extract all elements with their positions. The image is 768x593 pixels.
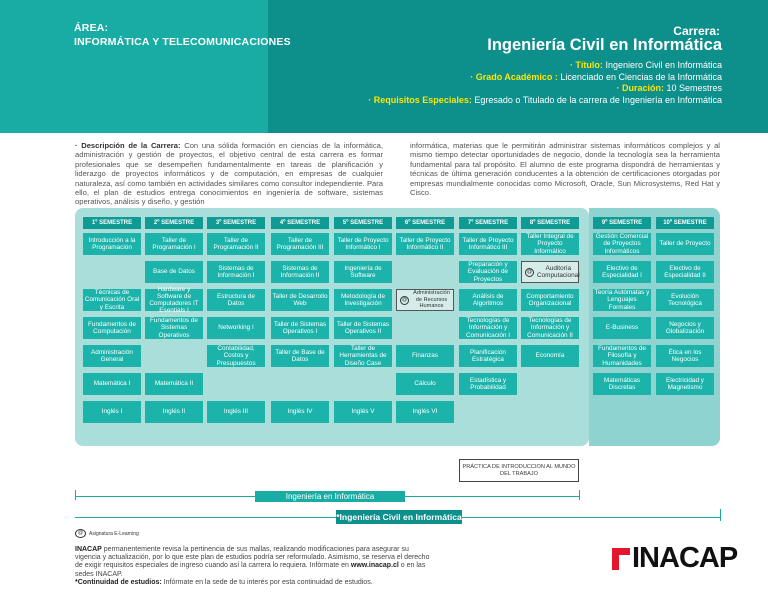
track-main-end-tick <box>720 509 721 521</box>
course-ingles-4: Inglés IV <box>271 401 329 423</box>
course-taller-desarrollo-web: Taller de Desarrollo Web <box>271 289 329 311</box>
semester-header-5: 5º SEMESTRE <box>334 217 392 229</box>
course-taller-programacion-3: Taller de Programación III <box>271 233 329 255</box>
area-panel <box>0 0 268 133</box>
course-finanzas: Finanzas <box>396 345 454 367</box>
course-preparacion-evaluacion-proyectos: Preparación y Evaluación de Proyectos <box>459 261 517 283</box>
course-matematicas-discretas: Matemáticas Discretas <box>593 373 651 395</box>
course-teoria-automatas: Teoría Autómatas y Lenguajes Formales <box>594 289 650 311</box>
semester-header-7: 7º SEMESTRE <box>459 217 517 229</box>
course-administracion-general: Administración General <box>83 345 141 367</box>
course-tic-1: Tecnologías de Información y Comunicación I <box>459 317 517 339</box>
semester-header-9: 9º SEMESTRE <box>593 217 651 229</box>
e-learning-icon: @ <box>75 529 86 538</box>
course-taller-programacion-1: Taller de Programación I <box>145 233 203 255</box>
semester-header-10: 10º SEMESTRE <box>656 217 714 229</box>
course-introduccion-programacion: Introducción a la Programación <box>83 233 141 255</box>
area-kicker: ÁREA: <box>74 22 109 34</box>
course-evolucion-tecnologica: Evolución Tecnológica <box>656 289 714 311</box>
semester-header-6: 6º SEMESTRE <box>396 217 454 229</box>
course-taller-sistemas-operativos-1: Taller de Sistemas Operativos I <box>271 317 329 339</box>
course-negocios-globalizacion: Negocios y Globalización <box>656 317 714 339</box>
detail-requisitos: · Requisitos Especiales: Egresado o Titulado de la carrera de Ingeniería en Informática <box>368 94 722 105</box>
course-ingenieria-software: Ingeniería de Software <box>334 261 392 283</box>
course-administracion-rrhh: @ Administración de Recursos Humanos <box>396 289 454 311</box>
course-tic-2: Tecnologías de Información y Comunicación II <box>521 317 579 339</box>
detail-duracion: · Duración: 10 Semestres <box>616 83 722 94</box>
inacap-logo-text: INACAP <box>632 542 738 574</box>
course-taller-proyecto-1: Taller de Proyecto Informático I <box>334 233 392 255</box>
course-metodologia-investigacion: Metodología de Investigación <box>334 289 392 311</box>
course-taller-integral-proyecto: Taller Integral de Proyecto Informático <box>521 233 579 255</box>
inacap-logo-mark <box>612 544 632 574</box>
course-taller-proyecto-10: Taller de Proyecto <box>656 233 714 255</box>
description-col-2: informática, materias que le permitirán administrar sistemas informáticos complejos y al mismo tiempo detectar oportunidades de negocio, donde la tecnología sea la herramienta fundamental para tal propósito. El alumno de este programa dispondrá de herramientas y técnicas de última generación conducentes a la obtención de certificaciones otorgadas por empresas mundialmente conocidas como Microsoft, Oracle, Sun Microsystems, Red Hat y Cisco. <box>410 141 720 198</box>
course-taller-proyecto-3: Taller de Proyecto Informático III <box>459 233 517 255</box>
course-fundamentos-filosofia: Fundamentos de Filosofía y Humanidades <box>593 345 651 367</box>
course-analisis-algoritmos: Análisis de Algoritmos <box>459 289 517 311</box>
course-taller-sistemas-operativos-2: Taller de Sistemas Operativos II <box>334 317 392 339</box>
course-matematica-1: Matemática I <box>83 373 141 395</box>
course-matematica-2: Matemática II <box>145 373 203 395</box>
inacap-logo <box>612 542 737 575</box>
carrera-kicker: Carrera: <box>673 24 720 38</box>
course-calculo: Cálculo <box>396 373 454 395</box>
description-col-1: · Descripción de la Carrera: Con una sólida formación en ciencias de la informática, administración y gestión de proyectos, el objetivo central de esta carrera es formar profesionales que se desempeñen fundamentalmente en tareas de planificación y liderazgo de proyectos informáticos y de computación, en empresas de cualquier naturaleza, así como también en actividades similares como consultor independiente. Para ello, el plan de estudios entrega conocimientos en ingeniería de software, sistemas operativos, análisis y diseño, y gestión <box>75 141 383 207</box>
detail-titulo: · Título: Ingeniero Civil en Informática <box>569 60 722 70</box>
course-base-de-datos: Base de Datos <box>145 261 203 283</box>
course-contabilidad-costos: Contabilidad, Costos y Presupuestos <box>207 345 265 367</box>
course-herramientas-diseno-case: Taller de Herramientas de Diseño Case <box>334 345 392 367</box>
inacap-url-link[interactable]: www.inacap.cl <box>350 562 399 570</box>
course-fundamentos-computacion: Fundamentos de Computación <box>83 317 141 339</box>
area-name: INFORMÁTICA Y TELECOMUNICACIONES <box>74 36 291 48</box>
course-taller-programacion-2: Taller de Programación II <box>207 233 265 255</box>
e-learning-icon: @ <box>401 296 408 303</box>
course-e-business: E-Business <box>593 317 651 339</box>
course-planificacion-estrategica: Planificación Estratégica <box>459 345 517 367</box>
course-auditoria-computacional: @ Auditoría Computacional <box>521 261 579 283</box>
course-comportamiento-organizacional: Comportamiento Organizacional <box>521 289 579 311</box>
course-ingles-6: Inglés VI <box>396 401 454 423</box>
detail-grado: · Grado Académico : Licenciado en Ciencias de la Informática <box>470 71 722 82</box>
semester-header-3: 3º SEMESTRE <box>207 217 265 229</box>
track-base-start-tick <box>75 490 76 500</box>
practica-introduccion-box: PRÁCTICA DE INTRODUCCION AL MUNDO DEL TRABAJO <box>459 459 579 482</box>
course-electricidad-magnetismo: Electricidad y Magnetismo <box>656 373 714 395</box>
course-gestion-comercial: Gestión Comercial de Proyectos Informáticos <box>593 233 651 255</box>
course-networking-1: Networking I <box>207 317 265 339</box>
course-economia: Economía <box>521 345 579 367</box>
semester-header-8: 8º SEMESTRE <box>521 217 579 229</box>
e-learning-legend: @ Asignatura E-Learning <box>75 529 139 538</box>
course-fundamentos-sistemas-operativos: Fundamentos de Sistemas Operativos <box>145 317 203 339</box>
carrera-details <box>368 60 722 106</box>
course-ingles-5: Inglés V <box>334 401 392 423</box>
semester-header-2: 2º SEMESTRE <box>145 217 203 229</box>
track-base-label: Ingeniería en Informática <box>255 491 405 502</box>
course-estadistica-probabilidad: Estadística y Probabilidad <box>459 373 517 395</box>
track-base-end-tick <box>579 490 580 500</box>
semester-header-1: 1º SEMESTRE <box>83 217 141 229</box>
footer-disclaimer: INACAP permanentemente revisa la pertinencia de sus mallas, realizando modificaciones para asegurar su vigencia y actualización, por lo que este plan de estudios podría ser reformulado. Asimismo, se reserva el derecho de exigir requisitos especiales de ingreso cuando así la carrera lo requiera. Infórmate en www.inacap.cl o en las sedes INACAP. *Continuidad de estudios: Infórmate en la sede de tu interés por esta continuidad de estudios. <box>75 546 430 586</box>
course-electivo-2: Electivo de Especialidad II <box>656 261 714 283</box>
course-sistemas-informacion-2: Sistemas de Información II <box>271 261 329 283</box>
track-main-label: *Ingeniería Civil en Informática <box>336 512 462 522</box>
course-estructura-datos: Estructura de Datos <box>207 289 265 311</box>
e-learning-icon: @ <box>526 268 533 275</box>
course-ingles-2: Inglés II <box>145 401 203 423</box>
course-sistemas-informacion-1: Sistemas de Información I <box>207 261 265 283</box>
course-taller-proyecto-2: Taller de Proyecto Informático II <box>396 233 454 255</box>
course-etica-negocios: Ética en los Negocios <box>656 345 714 367</box>
course-hardware-software: Hardware y Software de Computadores IT Esentials I <box>145 289 203 311</box>
course-tecnicas-comunicacion: Técnicas de Comunicación Oral y Escrita <box>84 289 140 311</box>
course-electivo-1: Electivo de Especialidad I <box>593 261 651 283</box>
course-ingles-3: Inglés III <box>207 401 265 423</box>
carrera-title: Ingeniería Civil en Informática <box>487 36 722 54</box>
course-ingles-1: Inglés I <box>83 401 141 423</box>
semester-header-4: 4º SEMESTRE <box>271 217 329 229</box>
course-taller-base-datos: Taller de Base de Datos <box>271 345 329 367</box>
